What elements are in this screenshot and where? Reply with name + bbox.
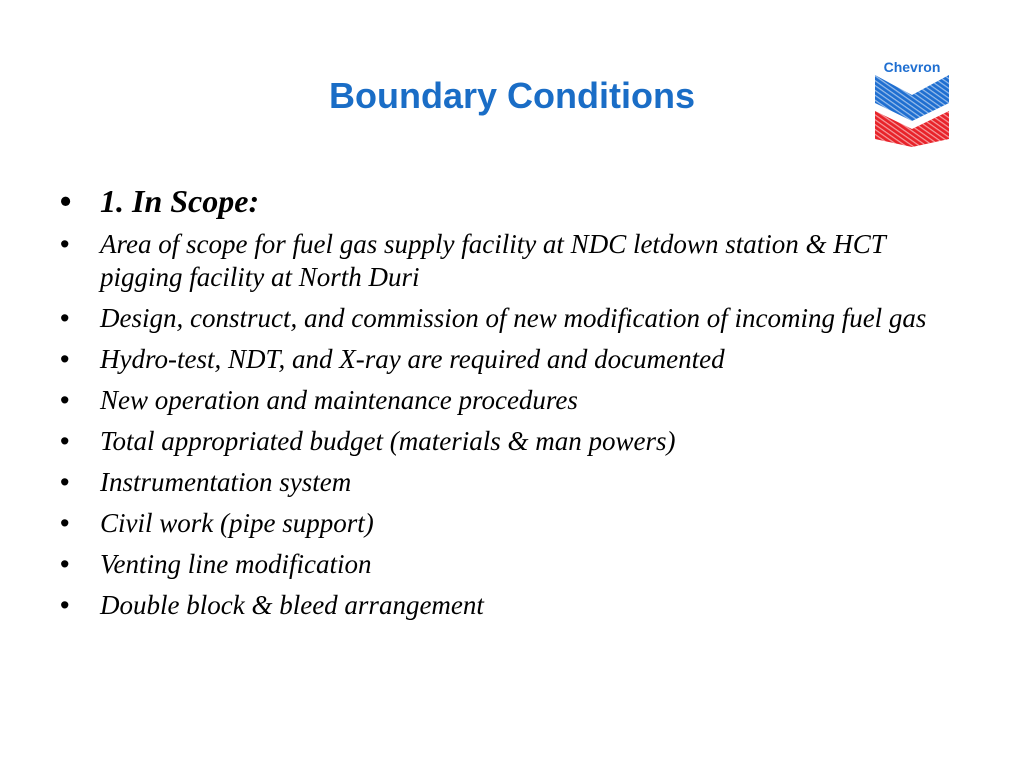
bullet-dot-icon: • [60, 229, 70, 259]
logo-wordmark: Chevron [883, 59, 941, 75]
bullet-text: New operation and maintenance procedures [100, 385, 578, 415]
bullet-dot-icon: • [60, 385, 70, 415]
bullet-item [60, 228, 940, 294]
bullet-text: Design, construct, and commission of new modification of incoming fuel gas [100, 303, 927, 333]
bullet-item [60, 548, 940, 581]
bullet-dot-icon: • [60, 467, 70, 497]
bullet-dot-icon: • [60, 303, 70, 333]
bullet-item [60, 302, 940, 335]
chevron-logo [868, 56, 956, 148]
bullet-dot-icon: • [60, 549, 70, 579]
bullet-text: Venting line modification [100, 549, 372, 579]
bullet-dot-icon: • [60, 508, 70, 538]
bullet-text: Double block & bleed arrangement [100, 590, 484, 620]
bullet-item [60, 425, 940, 458]
bullet-text: Area of scope for fuel gas supply facility at NDC letdown station & HCT pigging facility at North Duri [100, 229, 886, 292]
bullet-item [60, 384, 940, 417]
scope-heading-item [60, 180, 940, 222]
bullet-item [60, 589, 940, 622]
bullet-text: Hydro-test, NDT, and X-ray are required and documented [100, 344, 725, 374]
bullet-dot-icon: • [60, 183, 72, 219]
bullet-item [60, 343, 940, 376]
bullet-text: Civil work (pipe support) [100, 508, 374, 538]
bullet-dot-icon: • [60, 344, 70, 374]
bullet-item [60, 507, 940, 540]
bullet-dot-icon: • [60, 426, 70, 456]
chevron-emblem-icon [875, 75, 949, 147]
bullet-item [60, 466, 940, 499]
bullet-text: 1. In Scope: [100, 183, 260, 219]
slide-title: Boundary Conditions [329, 75, 695, 116]
bullet-text: Total appropriated budget (materials & man powers) [100, 426, 676, 456]
bullet-text: Instrumentation system [100, 467, 352, 497]
bullet-dot-icon: • [60, 590, 70, 620]
bullet-list [60, 180, 940, 630]
